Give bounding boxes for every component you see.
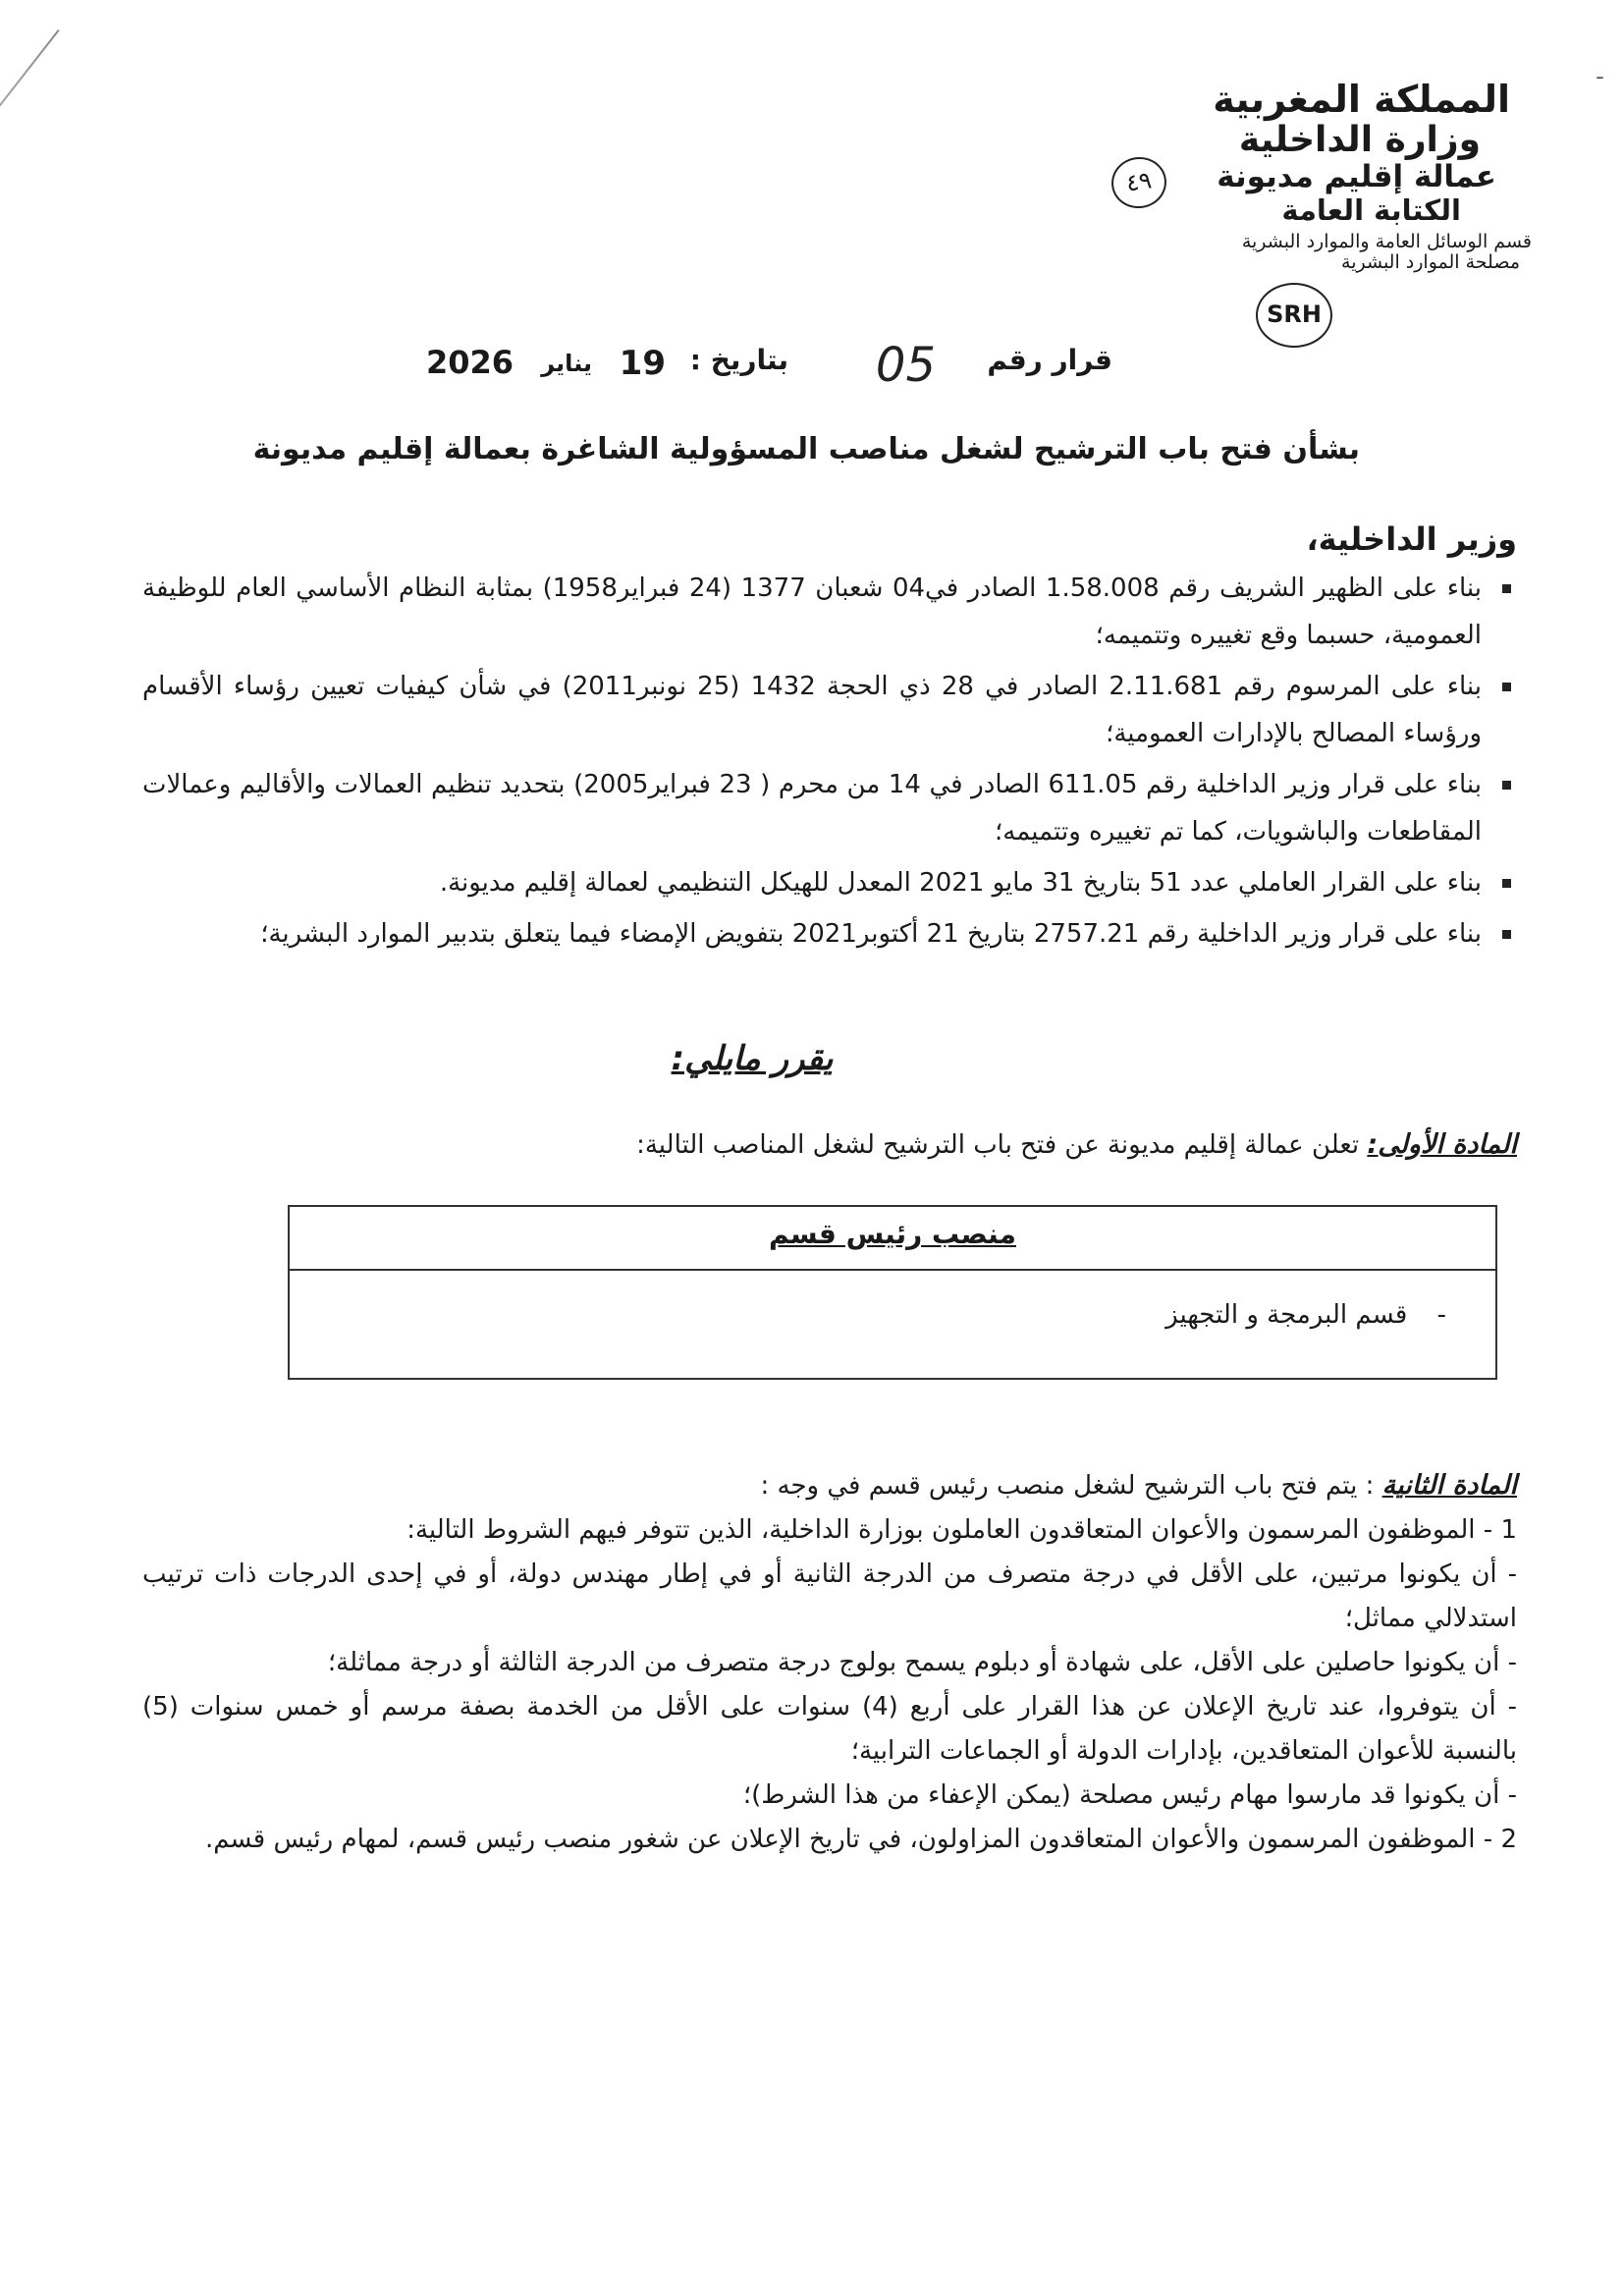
- service-title: مصلحة الموارد البشرية: [1342, 251, 1521, 274]
- article-2-line: - أن يكونوا مرتبين، على الأقل في درجة متصرف من الدرجة الثانية أو في إطار مهندس دولة، أو في إحدى الدرجات ذات ترتيب استدلالي مماثل؛: [143, 1559, 1518, 1633]
- letterhead: [1109, 78, 1533, 274]
- decision-number: 05: [876, 338, 937, 393]
- date-month: يناير: [542, 350, 593, 377]
- srh-stamp: SRH: [1257, 283, 1333, 348]
- decision-line: [406, 338, 1113, 403]
- article-2: [143, 1463, 1518, 1862]
- article-1: [637, 1129, 1518, 1160]
- scan-streak: [0, 29, 61, 216]
- registry-stamp: ٤٩: [1110, 153, 1171, 211]
- article-2-line: 2 - الموظفون المرسمون والأعوان المتعاقدون المزاولون، في تاريخ الإعلان عن شغور منصب رئيس قسم، لمهام رئيس قسم.: [205, 1825, 1518, 1854]
- post-table-header-text: منصب رئيس قسم: [770, 1218, 1017, 1250]
- article-2-line: - أن يكونوا قد مارسوا مهام رئيس مصلحة (يمكن الإعفاء من هذا الشرط)؛: [743, 1780, 1518, 1810]
- ministry-title: وزارة الداخلية: [1239, 119, 1482, 160]
- consideration-item: بناء على قرار وزير الداخلية رقم 611.05 الصادر في 14 من محرم ( 23 فبراير2005) بتحديد تنظيم العمالات والأقاليم وعمالات المقاطعات والباشويات، كما تم تغييره وتتميمه؛: [143, 761, 1518, 855]
- post-table: [289, 1205, 1498, 1380]
- consideration-item: بناء على القرار العاملي عدد 51 بتاريخ 31 مايو 2021 المعدل للهيكل التنظيمي لعمالة إقليم مديونة.: [143, 859, 1518, 906]
- article-2-intro: [143, 1463, 1518, 1508]
- date-label: بتاريخ :: [690, 344, 789, 376]
- prefecture-title: عمالة إقليم مديونة: [1218, 158, 1497, 194]
- date-day: 19: [620, 344, 667, 383]
- article-2-title: المادة الثانية: [1382, 1470, 1518, 1501]
- secretariat-title: الكتابة العامة: [1282, 192, 1462, 227]
- row-dash: -: [1437, 1300, 1447, 1330]
- post-table-header: [291, 1207, 1496, 1271]
- article-2-line: 1 - الموظفون المرسمون والأعوان المتعاقدون العاملون بوزارة الداخلية، الذين تتوفر فيهم الشروط التالية:: [407, 1515, 1518, 1545]
- considerations-list: [143, 565, 1518, 961]
- date-year: 2026: [426, 344, 514, 381]
- decision-subject: بشأن فتح باب الترشيح لشغل مناصب المسؤولية الشاغرة بعمالة إقليم مديونة: [253, 432, 1361, 466]
- scan-corner-mark: ¯: [1596, 75, 1606, 99]
- article-1-title: المادة الأولى:: [1368, 1129, 1518, 1160]
- consideration-item: بناء على المرسوم رقم 2.11.681 الصادر في 28 ذي الحجة 1432 (25 نونبر2011) في شأن كيفيات تعيين رؤساء الأقسام ورؤساء المصالح بالإدارات العمومية؛: [143, 663, 1518, 757]
- article-1-text: تعلن عمالة إقليم مديونة عن فتح باب الترشيح لشغل المناصب التالية:: [637, 1130, 1361, 1160]
- decides-heading: يقرر مايلي:: [672, 1039, 835, 1078]
- article-2-line: - أن يتوفروا، عند تاريخ الإعلان عن هذا القرار على أربع (4) سنوات على الأقل من الخدمة بصفة مرسم أو خمس سنوات (5) بالنسبة للأعوان المتعاقدين، بإدارات الدولة أو الجماعات الترابية؛: [143, 1692, 1518, 1766]
- consideration-item: بناء على قرار وزير الداخلية رقم 2757.21 بتاريخ 21 أكتوبر2021 بتفويض الإمضاء فيما يتعلق بتدبير الموارد البشرية؛: [143, 910, 1518, 957]
- article-2-line: - أن يكونوا حاصلين على الأقل، على شهادة أو دبلوم يسمح بولوج درجة متصرف من الدرجة الثالثة أو درجة مماثلة؛: [328, 1648, 1518, 1677]
- decision-label: قرار رقم: [988, 344, 1113, 376]
- article-2-intro-text: : يتم فتح باب الترشيح لشغل منصب رئيس قسم في وجه :: [761, 1471, 1376, 1501]
- kingdom-title: المملكة المغربية: [1214, 78, 1511, 121]
- division-title: قسم الوسائل العامة والموارد البشرية: [1242, 231, 1533, 253]
- post-name: قسم البرمجة و التجهيز: [1166, 1300, 1409, 1330]
- minister-heading: وزير الداخلية،: [1307, 520, 1518, 558]
- consideration-item: بناء على الظهير الشريف رقم 1.58.008 الصادر في04 شعبان 1377 (24 فبراير1958) بمثابة النظام الأساسي العام للوظيفة العمومية، حسبما وقع تغييره وتتميمه؛: [143, 565, 1518, 659]
- post-table-row: [291, 1271, 1496, 1330]
